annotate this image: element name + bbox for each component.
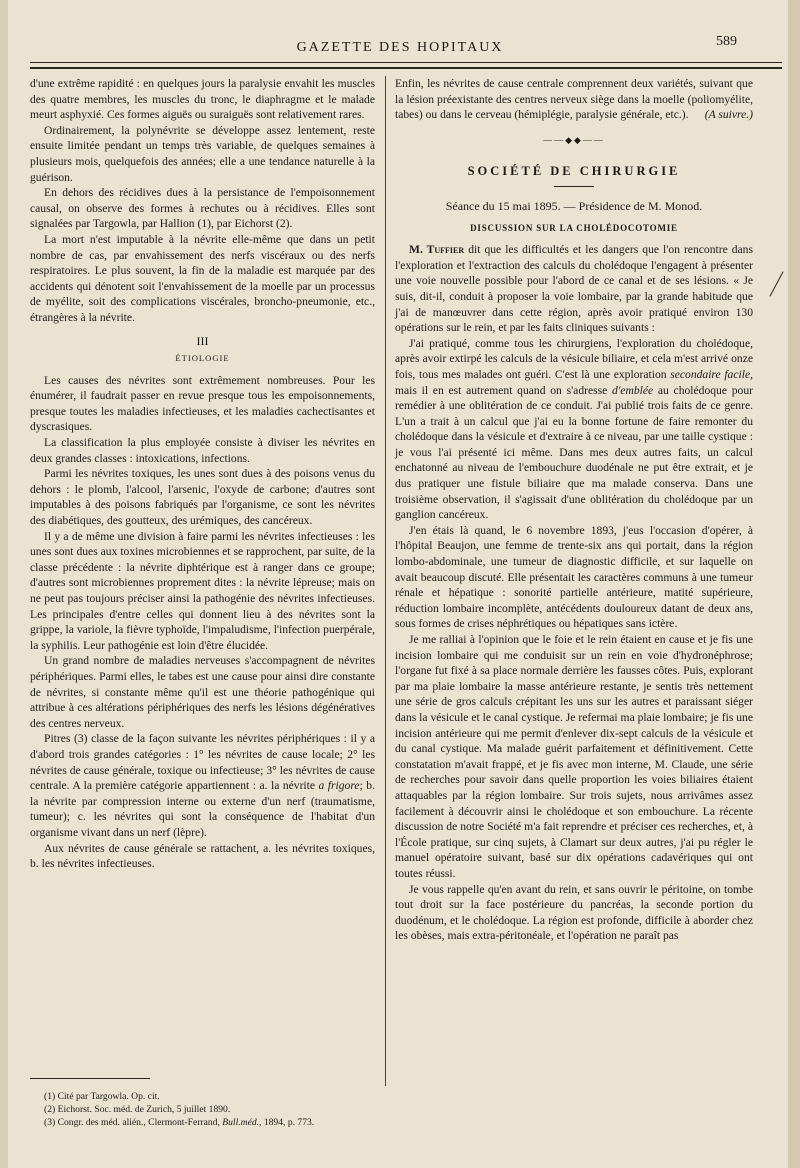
paragraph: Parmi les névrites toxiques, les unes sont dues à des poisons venus du dehors : le plomb, l'alcool, l'arsenic, l'oxyde de carbone; d'autres sont imputables à des poisons fabriqués par l'organisme, ce sont les névrites des diabétiques, des goutteux, des urémiques, des cancéreux.	[30, 467, 375, 528]
header-rule	[30, 62, 782, 63]
text-run: dit que les difficultés et les dangers que l'on rencontre dans l'exploration et l'extraction des calculs du cholédoque l'engagent à présenter une voie nouvelle possible pour l'abord de ce canal et de ses lésions. « Je suis, dit-il, conduit à proposer la voie lombaire, par la grande habitude que j'ai de manœuvrer dans cette région, après avoir pratiqué environ 130 opérations sur le rein, et par les faits cliniques suivants :	[395, 243, 753, 335]
paragraph: Je vous rappelle qu'en avant du rein, et sans ouvrir le péritoine, on tombe tout droit sur la face postérieure du pancréas, la seconde portion du duodénum, et le cholédoque. La région est profonde, difficile à aborder chez les obèses, mais extra-péritonéale, et l'opération ne paraît pas	[395, 882, 753, 943]
text-run: J'ai pratiqué, comme tous les chirurgiens, l'exploration du cholédoque, après avoir extirpé les calculs de la vésicule biliaire, et cela m'est arrivé onze fois, tous mes malades ont guéri. C'est là une exploration	[395, 336, 753, 381]
section-title: ÉTIOLOGIE	[175, 353, 230, 364]
paragraph: J'en étais là quand, le 6 novembre 1893, j'eus l'occasion d'opérer, à l'hôpital Beaujon, une femme de trente-six ans qui portait, dans la région lombo-abdominale, une tumeur de diagnostic difficile, et sur laquelle on avait beaucoup discuté. Elle présentait les caractères communs à une tumeur rénale et hépatique : sonorité partielle antérieure, matité supérieure, réduction lombaire incomplète, antécédents douloureux datant de deux ans, sous formes de crises néphrétiques ou hépatiques sans ictère.	[395, 523, 753, 631]
section-number: III	[196, 333, 209, 348]
text-run: Enfin, les névrites de cause centrale comprennent deux variétés, suivant que la lésion préexistante des centres nerveux siège dans la moelle (poliomyélite, tabes) ou dans le cerveau (hémiplégie, paralysie générale, etc.).	[395, 77, 753, 122]
paragraph: Un grand nombre de maladies nerveuses s'accompagnent de névrites périphériques. Parmi elles, le tabes est une cause pour ainsi dire constante de névrites, si constante même qu'il est une théorie pathogénique qui attribue à ces altérations périphériques des nerfs les lésions dégénératives des centres nerveux.	[30, 654, 375, 730]
society-title: SOCIÉTÉ DE CHIRURGIE	[467, 164, 681, 179]
paragraph: d'une extrême rapidité : en quelques jours la paralysie envahit les muscles des quatre membres, les muscles du tronc, le diaphragme et le malade meurt asphyxié. Ces formes aiguës ou suraiguës sont relativement rares.	[30, 77, 375, 122]
paragraph: En dehors des récidives dues à la persistance de l'empoisonnement causal, on observe des formes à rechutes ou à récidives. Elles sont signalées par Targowla, par Hallion (1), par Eichorst (2).	[30, 186, 375, 231]
paragraph: Les causes des névrites sont extrêmement nombreuses. Pour les énumérer, il faudrait passer en revue presque tous les empoisonnements, presque toutes les maladies infectieuses, et les maladies cachectisantes et dyscrasiques.	[30, 373, 375, 434]
italic-text: Bull.méd.	[222, 1117, 260, 1128]
footnotes	[44, 1090, 384, 1129]
italic-text: d'emblée	[612, 383, 654, 397]
column-divider	[385, 76, 386, 1086]
title-rule	[554, 186, 594, 187]
text-run: ; b. la névrite par compression interne ou externe d'un nerf (traumatisme, tumeur); c. les névrites qui sont la conséquence de l'habitat d'un organisme vivant dans un nerf (lèpre).	[30, 779, 375, 839]
speaker-name: M. Tuffier	[409, 243, 465, 257]
ornament-rule: ——◆◆——	[543, 134, 605, 145]
text-run: Pitres (3) classe de la façon suivante les névrites périphériques : il y a d'abord trois grandes catégories : 1° les névrites de cause locale; 2° les névrites de cause générale, toxique ou infectieuse; 3° les névrites de cause centrale. A la première catégorie appartiennent : a. la névrite	[30, 732, 375, 793]
text-run: (3) Congr. des méd. alién., Clermont-Ferrand,	[44, 1117, 223, 1128]
text-run: au cholédoque pour remédier à une oblitération de ce conduit. J'ai publié trois faits de ce genre. L'un a trait à un calcul que j'ai eu la bonne fortune de faire remonter du cholédoque dans la vésicule et d'extraire à ce niveau, par une taille cystique : je vous l'ai présenté ici même. Dans mes deux autres faits, un calcul enchatonné au niveau de l'embouchure duodénale ne put être extrait, et je dus pratiquer une fistule biliaire que ma malade conserva. Dans une troisième observation, il s'agissait d'une oblitération du cholédoque par un ganglion cancéreux.	[395, 383, 753, 522]
footnote	[44, 1116, 384, 1129]
paragraph: La mort n'est imputable à la névrite elle-même que dans un petit nombre de cas, par envahissement des nerfs viscéraux ou des nerfs respiratoires. Le plus souvent, la fin de la maladie est marquée par des accidents qui dénotent soit l'envahissement de la moelle par un processus de myélite, soit des complications viscérales, broncho-pneumonie, etc., étrangères à la névrite.	[30, 232, 375, 324]
italic-text: a frigore	[318, 779, 360, 793]
margin-pencil-mark	[769, 271, 783, 296]
left-column	[30, 76, 375, 872]
paragraph: Ordinairement, la polynévrite se développe assez lentement, reste ensuite limitée pendant un temps très variable, de quelques semaines à plusieurs mois, quelquefois des années; elle a une tendance naturelle à la guérison.	[30, 123, 375, 184]
paragraph: Je me ralliai à l'opinion que le foie et le rein étaient en cause et je fis une incision lombaire qui me conduisit sur un rein en voie d'hydronéphrose; l'organe fut fixé à sa place normale derrière les fausses côtes. Puis, explorant par ma plaie lombaire la masse antérieure restante, je sentis très nettement une série de gros calculs crépitant les uns sur les autres et paraissant siéger dans la vésicule et le canal cystique. Je refermai ma plaie lombaire; je fis une incision antérieure qui me permit d'enlever dix-sept calculs de la vésicule et du canal cystique. Ma malade guérit parfaitement et définitivement. Cette constatation m'avait frappé, et je fis avec mon interne, M. Claude, une série de recherches pour savoir dans quelle proportion les voies biliaires étaient attaquables par la région lombaire. Sur trois sujets, nous arrivâmes assez facilement à découvrir ainsi le cholédoque et son embouchure. La récente discussion de notre Société m'a fait reprendre et préciser ces recherches, et, à l'École pratique, sur cinq sujets, à Clamart sur deux autres, j'ai pu régler le manuel opératoire suivant, basé sur dix opérations cadavériques qui ont toutes réussi.	[395, 633, 753, 880]
session-line: Séance du 15 mai 1895. — Présidence de M. Monod.	[445, 198, 703, 213]
paragraph	[30, 731, 375, 840]
footnote-rule	[30, 1078, 150, 1079]
text-run: , 1894, p. 773.	[259, 1117, 315, 1128]
running-title: GAZETTE DES HOPITAUX	[296, 40, 504, 55]
paragraph: La classification la plus employée consiste à diviser les névrites en deux grandes classes : intoxications, infections.	[30, 436, 375, 465]
page-edge-left	[0, 0, 8, 1168]
paragraph	[395, 76, 753, 123]
discussion-title: DISCUSSION SUR LA CHOLÉDOCOTOMIE	[470, 222, 678, 233]
continuation-note: (A suivre.)	[704, 108, 753, 122]
text-run: , mais il en est autrement quand on s'adresse	[395, 367, 753, 397]
header-rule-thick	[30, 67, 782, 69]
page-edge-right	[788, 0, 800, 1168]
paragraph: Aux névrites de cause générale se rattachent, a. les névrites toxiques, b. les névrites infectieuses.	[30, 841, 375, 871]
footnote: (1) Cité par Targowla. Op. cit.	[44, 1091, 160, 1102]
right-column	[395, 76, 753, 944]
italic-text: secondaire facile	[670, 367, 751, 381]
paragraph: Il y a de même une division à faire parmi les névrites infectieuses : les unes sont dues aux toxines microbiennes et se rapprochent, par suite, de la classe précédente : la névrite diphtérique est à ranger dans ce groupe; d'autres sont microbiennes proprement dites : la névrite lépreuse; mais on ne peut pas toujours préciser ainsi la pathogénie des névrites infectieuses. Les principales d'entre celles qui donnent lieu à des névrites sont la grippe, la variole, la fièvre typhoïde, l'impaludisme, l'infection puerpérale, la syphilis. Leur pathogénie est loin d'être élucidée.	[30, 529, 375, 652]
page-number: 589	[716, 34, 737, 49]
paragraph	[395, 242, 753, 336]
paragraph	[395, 336, 753, 523]
footnote: (2) Eichorst. Soc. méd. de Zurich, 5 juillet 1890.	[44, 1104, 231, 1115]
